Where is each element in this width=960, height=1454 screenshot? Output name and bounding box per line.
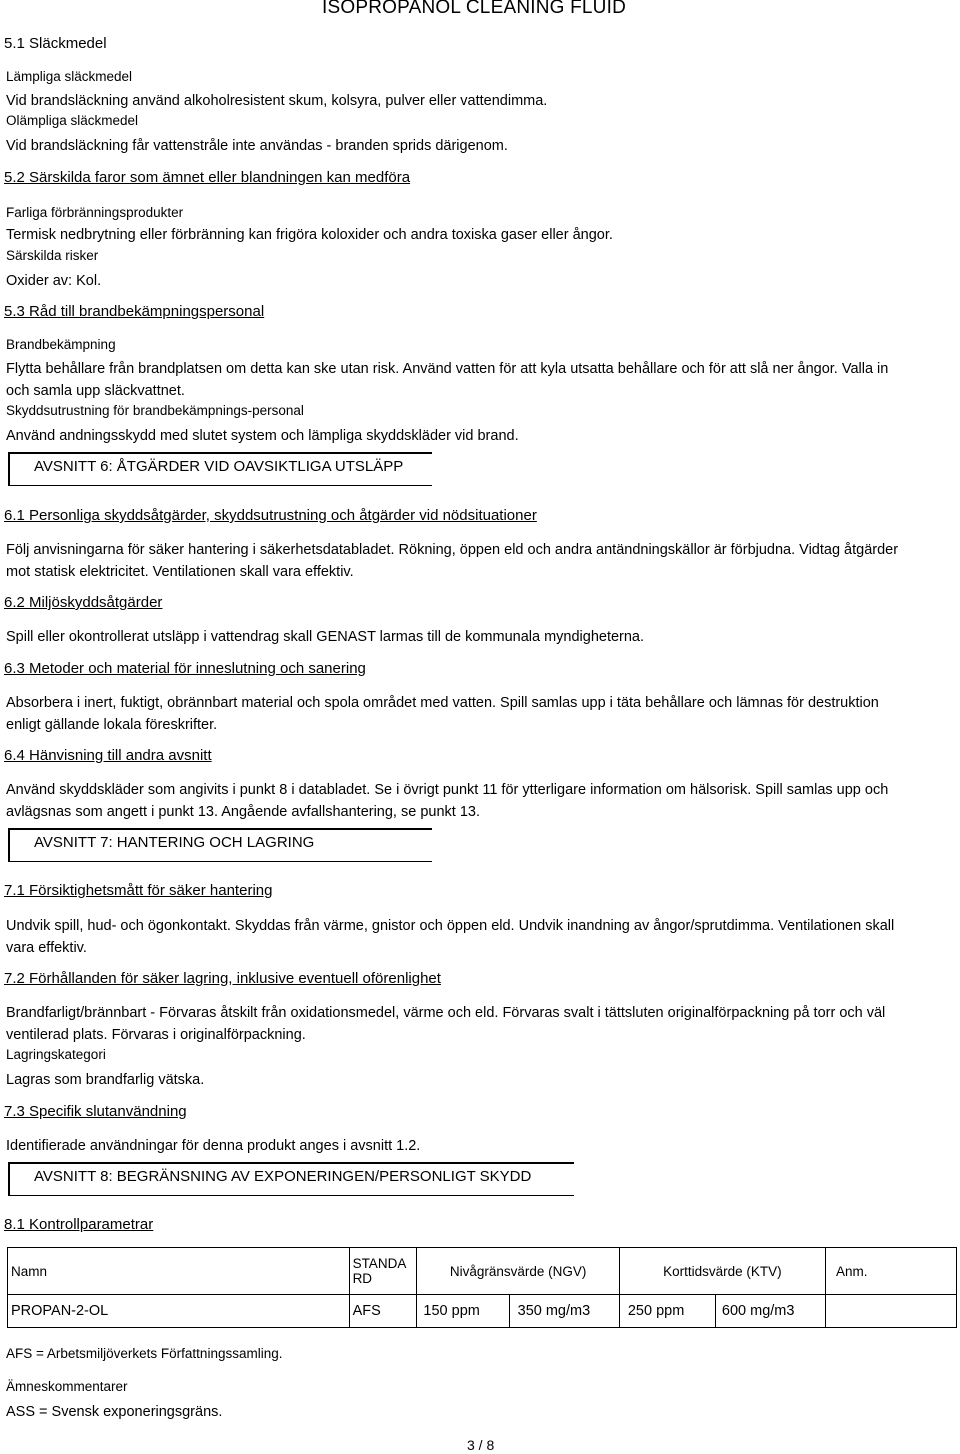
section-7-1-heading: 7.1 Försiktighetsmått för säker hantering <box>4 882 273 899</box>
combustion-products-label: Farliga förbränningsprodukter <box>6 205 184 220</box>
section-6-1-heading: 6.1 Personliga skyddsåtgärder, skyddsutrustning och åtgärder vid nödsituationer <box>4 507 537 524</box>
afs-note: AFS = Arbetsmiljöverkets Författningssamling. <box>6 1346 283 1361</box>
firefighting-label: Brandbekämpning <box>6 337 116 352</box>
storage-category-text: Lagras som brandfarlig vätska. <box>6 1072 205 1088</box>
table-row <box>8 1295 957 1328</box>
cell-ngv-ppm: 150 ppm <box>417 1295 509 1328</box>
section-6-4-heading: 6.4 Hänvisning till andra avsnitt <box>4 747 212 764</box>
special-risks-label: Särskilda risker <box>6 248 99 263</box>
suitable-extinguishing-text: Vid brandsläckning använd alkoholresistent skum, kolsyra, pulver eller vattendimma. <box>6 93 548 109</box>
section-5-3-heading: 5.3 Råd till brandbekämpningspersonal <box>4 303 265 320</box>
section-6-2-text: Spill eller okontrollerat utsläpp i vattendrag skall GENAST larmas till de kommunala myndigheterna. <box>6 629 645 645</box>
section-8-bar: AVSNITT 8: BEGRÄNSNING AV EXPONERINGEN/PERSONLIGT SKYDD <box>8 1162 574 1196</box>
section-7-2-text: Brandfarligt/brännbart - Förvaras åtskilt från oxidationsmedel, värme och eld. Förvaras svalt i tättsluten originalförpackning på torr och väl ventilerad plats. Förvaras i originalförpackning. <box>6 1005 886 1043</box>
page-number: 3 / 8 <box>467 1437 495 1453</box>
section-7-3-heading: 7.3 Specifik slutanvändning <box>4 1103 187 1120</box>
section-7-3-text: Identifierade användningar för denna produkt anges i avsnitt 1.2. <box>6 1138 421 1154</box>
substance-comments-text: ASS = Svensk exponeringsgräns. <box>6 1404 223 1420</box>
storage-category-label: Lagringskategori <box>6 1047 106 1062</box>
col-header-standard: STANDARD <box>349 1248 417 1295</box>
col-header-name: Namn <box>8 1248 350 1295</box>
col-header-note: Anm. <box>825 1248 956 1295</box>
cell-note <box>825 1295 956 1328</box>
cell-name: PROPAN-2-OL <box>8 1295 350 1328</box>
section-6-3-text: Absorbera i inert, fuktigt, obrännbart material och spola området med vatten. Spill samlas upp i täta behållare och lämnas för destruktion enligt gällande lokala föreskrifter. <box>6 695 879 733</box>
cell-ktv-ppm: 250 ppm <box>619 1295 715 1328</box>
section-6-1-text: Följ anvisningarna för säker hantering i säkerhetsdatabladet. Rökning, öppen eld och andra antändningskällor är förbjudna. Vidtag åtgärder mot statisk elektricitet. Ventilationen skall vara effektiv. <box>6 542 899 580</box>
unsuitable-extinguishing-label: Olämpliga släckmedel <box>6 113 139 128</box>
section-7-bar: AVSNITT 7: HANTERING OCH LAGRING <box>8 828 432 862</box>
section-6-bar: AVSNITT 6: ÅTGÄRDER VID OAVSIKTLIGA UTSLÄPP <box>8 452 432 486</box>
section-7-2-heading: 7.2 Förhållanden för säker lagring, inklusive eventuell oförenlighet <box>4 970 441 987</box>
firefighter-equipment-label: Skyddsutrustning för brandbekämpnings-personal <box>6 403 304 418</box>
col-header-ngv: Nivågränsvärde (NGV) <box>417 1248 619 1295</box>
col-header-ktv: Korttidsvärde (KTV) <box>619 1248 825 1295</box>
combustion-products-text: Termisk nedbrytning eller förbränning kan frigöra koloxider och andra toxiska gaser eller ångor. <box>6 227 613 243</box>
document-title: ISOPROPANOL CLEANING FLUID <box>322 0 626 18</box>
table-header-row <box>8 1248 957 1295</box>
section-6-2-heading: 6.2 Miljöskyddsåtgärder <box>4 594 163 611</box>
firefighting-text: Flytta behållare från brandplatsen om detta kan ske utan risk. Använd vatten för att kyla utsatta behållare och för att slå ner ångor. Valla in och samla upp släckvattnet. <box>6 361 889 399</box>
section-8-1-heading: 8.1 Kontrollparametrar <box>4 1216 154 1233</box>
control-parameters-table <box>7 1247 957 1328</box>
section-7-1-text: Undvik spill, hud- och ögonkontakt. Skyddas från värme, gnistor och öppen eld. Undvik inandning av ångor/sprutdimma. Ventilationen skall vara effektiv. <box>6 918 895 956</box>
firefighter-equipment-text: Använd andningsskydd med slutet system och lämpliga skyddskläder vid brand. <box>6 428 519 444</box>
cell-ktv-mg: 600 mg/m3 <box>715 1295 825 1328</box>
special-risks-text: Oxider av: Kol. <box>6 273 102 289</box>
section-6-3-heading: 6.3 Metoder och material för inneslutning och sanering <box>4 660 366 677</box>
cell-standard: AFS <box>349 1295 417 1328</box>
section-6-4-text: Använd skyddskläder som angivits i punkt 8 i databladet. Se i övrigt punkt 11 för ytterligare information om hälsorisk. Spill samlas upp och avlägsnas som angett i punkt 13. Angående avfallshantering, se punkt 13. <box>6 782 889 820</box>
section-5-1-heading: 5.1 Släckmedel <box>4 35 107 52</box>
suitable-extinguishing-label: Lämpliga släckmedel <box>6 69 133 84</box>
cell-ngv-mg: 350 mg/m3 <box>509 1295 619 1328</box>
unsuitable-extinguishing-text: Vid brandsläckning får vattenstråle inte användas - branden sprids därigenom. <box>6 138 508 154</box>
section-5-2-heading: 5.2 Särskilda faror som ämnet eller blandningen kan medföra <box>4 169 411 186</box>
substance-comments-label: Ämneskommentarer <box>6 1379 128 1394</box>
